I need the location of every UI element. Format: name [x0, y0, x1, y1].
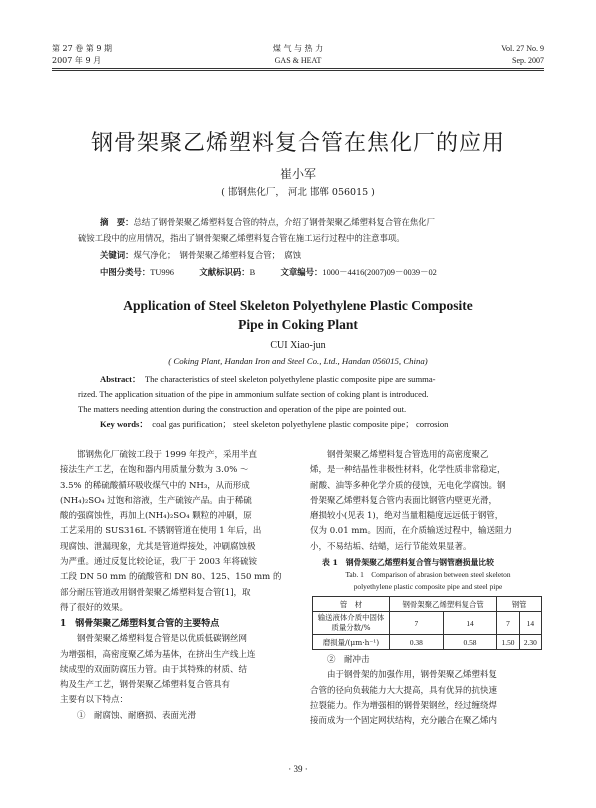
text-line: 磨损较小(见表 1)，绝对当量粗糙度远远低于钢管， — [310, 511, 504, 522]
text-line: 酸的强腐蚀性，再加上(NH₄)₂SO₄ 颗粒的冲刷，原 — [60, 511, 252, 522]
text-line: 合管的径向负载能力大大提高，具有优异的抗快速 — [310, 685, 498, 696]
section-1-heading: 1 钢骨架聚乙烯塑料复合管的主要特点 — [60, 619, 220, 630]
keywords-cn-text: 煤气净化； 钢骨架聚乙烯塑料复合管； 腐蚀 — [133, 250, 301, 260]
table-cell: 2.30 — [519, 635, 541, 650]
doc-code-value: B — [249, 268, 256, 277]
table-header-material: 管 材 — [313, 597, 390, 612]
text-line: 为增强相，高密度聚乙烯为基体，在挤出生产线上连 — [60, 649, 256, 660]
left-paragraph-2 — [60, 632, 296, 708]
abstract-cn-text-1: 总结了钢骨架聚乙烯塑料复合管的特点，介绍了钢骨架聚乙烯塑料复合管在焦化厂 — [133, 217, 435, 227]
classification-line — [100, 266, 437, 279]
table-row — [313, 612, 542, 635]
table-row — [313, 635, 542, 650]
table-header-steel: 钢管 — [497, 597, 542, 612]
right-paragraph-1 — [310, 448, 546, 555]
row1-label-1: 输送液体介质中固体 — [317, 613, 385, 623]
abstract-en-line3: The matters needing attention during the construction and operation of the pipe are pointed out. — [78, 404, 407, 414]
text-line: 接而成为一个固定网状结构，充分融合在聚乙烯内 — [310, 716, 498, 727]
text-line: (NH₄)₂SO₄ 过饱和溶液，生产硫铵产品。由于稀硫 — [60, 495, 252, 506]
header-rule — [52, 68, 544, 69]
table-caption-en-1: Tab. 1 Comparison of abrasion between steel skeleton — [345, 570, 511, 580]
affiliation-cn: ( 邯钢焦化厂， 河北 邯郸 056015 ) — [221, 187, 375, 198]
text-line: 部分耐压管道改用钢骨架聚乙烯塑料复合管[1]，取 — [60, 587, 251, 598]
abstract-en-text-1: The characteristics of steel skeleton polyethylene plastic composite pipe are summa- — [144, 374, 436, 384]
keywords-en — [78, 417, 538, 432]
text-line: 钢骨架聚乙烯塑料复合管选用的高密度聚乙 — [327, 450, 489, 460]
right-column — [310, 448, 546, 730]
table-header-composite: 钢骨架聚乙烯塑料复合管 — [390, 597, 497, 612]
text-line: 工段 DN 50 mm 的硫酸管和 DN 80、125、150 mm 的 — [60, 572, 282, 583]
table-cell: 0.38 — [390, 635, 444, 650]
article-no-value: 1000－4416(2007)09－0039－02 — [322, 268, 437, 277]
affiliation-en: ( Coking Plant, Handan Iron and Steel Co., Ltd., Handan 056015, China) — [168, 356, 428, 366]
abstract-en-line1 — [78, 372, 538, 387]
text-line: 仅为 0.01 mm。因而，在介质输送过程中，输送阻力 — [310, 526, 512, 537]
header-date-en: Sep. 2007 — [512, 56, 544, 65]
doc-code-label: 文献标识码： — [199, 267, 250, 277]
author-en: CUI Xiao-jun — [270, 340, 326, 351]
right-paragraph-2 — [310, 668, 546, 729]
keywords-label-cn: 关键词： — [100, 250, 134, 260]
header-volume: 第 27 卷 第 9 期 — [52, 44, 112, 53]
text-line: 由于钢骨架的加强作用，钢骨架聚乙烯塑料复 — [327, 670, 498, 681]
text-line: 3.5% 的稀硫酸循环吸收煤气中的 NH₃，从而形成 — [60, 480, 250, 491]
row1-label-2: 质量分数/% — [331, 623, 371, 633]
abstract-cn-line1 — [100, 216, 540, 229]
author-cn: 崔小军 — [279, 167, 316, 181]
cls-value: TU996 — [150, 268, 174, 277]
text-line: 构及生产工艺，钢骨架聚乙烯塑料复合管具有 — [60, 680, 231, 691]
text-line: 为严重。通过反复比较论证，我厂于 2003 年将硫铵 — [60, 557, 258, 568]
text-line: 主要有以下特点： — [60, 695, 129, 706]
abstract-label-en: Abstract： — [100, 374, 141, 384]
table-cell: 1.50 — [497, 635, 519, 650]
article-no-label: 文章编号： — [280, 267, 323, 277]
abstract-en — [78, 372, 538, 432]
text-line: 接法生产工艺，在饱和器内用质量分数为 3.0% ～ — [60, 465, 249, 476]
text-line: 耐酸、油等多种化学介质的侵蚀，无电化学腐蚀。钢 — [310, 480, 506, 491]
article-title-en-1: Application of Steel Skeleton Polyethylene Plastic Composite — [123, 298, 473, 313]
header-volume-en: Vol. 27 No. 9 — [501, 44, 544, 53]
article-title-cn: 钢骨架聚乙烯塑料复合管在焦化厂的应用 — [90, 131, 505, 156]
table-header-row — [313, 597, 542, 612]
table-row-label: 磨损量/(μm·h⁻¹) — [313, 635, 390, 650]
abstract-label-cn: 摘 要： — [100, 217, 134, 227]
text-line: 得了很好的效果。 — [60, 602, 129, 613]
table-cell: 14 — [443, 612, 497, 635]
text-line: 续成型的双面防腐压力管。由于其特殊的材质、结 — [60, 664, 248, 675]
list-item-1: ① 耐腐蚀、耐磨损、表面光滑 — [77, 710, 197, 721]
keywords-en-text: coal gas purification； steel skeleton polyethylene plastic composite pipe； corrosion — [152, 419, 449, 429]
journal-name-cn: 煤 气 与 热 力 — [272, 44, 324, 53]
article-title-en-2: Pipe in Coking Plant — [238, 317, 358, 332]
abstract-cn-text-2: 硫铵工段中的应用情况，指出了钢骨架聚乙烯塑料复合管在施工运行过程中的注意事项。 — [78, 233, 405, 243]
journal-name-en: GAS & HEAT — [274, 56, 322, 65]
cls-label: 中图分类号： — [100, 267, 151, 277]
text-line: 邯钢焦化厂硫铵工段于 1999 年投产，采用半直 — [77, 450, 258, 460]
header-date: 2007 年 9 月 — [52, 56, 102, 65]
left-paragraph-1 — [60, 448, 296, 616]
text-line: 工艺采用的 SUS316L 不锈钢管道在使用 1 年后，出 — [60, 526, 262, 537]
table-cell: 14 — [519, 612, 541, 635]
table-cell: 7 — [497, 612, 519, 635]
table-row-label — [313, 612, 390, 635]
keywords-cn — [100, 249, 301, 262]
keywords-label-en: Key words： — [100, 419, 148, 429]
text-line: 拉裂能力。作为增强相的钢骨架钢丝，经过缠绕焊 — [310, 700, 498, 711]
text-line: 骨架聚乙烯塑料复合管内表面比钢管内壁更光滑， — [310, 495, 498, 506]
list-item-2: ② 耐冲击 — [327, 655, 370, 666]
left-column — [60, 448, 296, 724]
table-cell: 7 — [390, 612, 444, 635]
abrasion-table — [312, 596, 542, 650]
header-rule-2 — [52, 70, 544, 71]
text-line: 烯，是一种结晶性非极性材料，化学性质非常稳定， — [310, 465, 506, 476]
page-number: · 39 · — [288, 764, 308, 774]
text-line: 小，不易结垢、结蜡，运行节能效果显著。 — [310, 541, 472, 552]
table-caption-en-2: polyethylene plastic composite pipe and steel pipe — [353, 582, 503, 592]
table-cell: 0.58 — [443, 635, 497, 650]
abstract-en-line2: rized. The application situation of the pipe in ammonium sulfate section of coking plant is introduced. — [78, 389, 429, 399]
table-caption-cn: 表 1 钢骨架聚乙烯塑料复合管与钢管磨损量比较 — [322, 558, 494, 568]
text-line: 钢骨架聚乙烯塑料复合管是以优质低碳钢丝网 — [77, 634, 248, 645]
text-line: 现腐蚀、泄漏现象，尤其是管道焊接处，冲刷腐蚀极 — [60, 541, 256, 552]
